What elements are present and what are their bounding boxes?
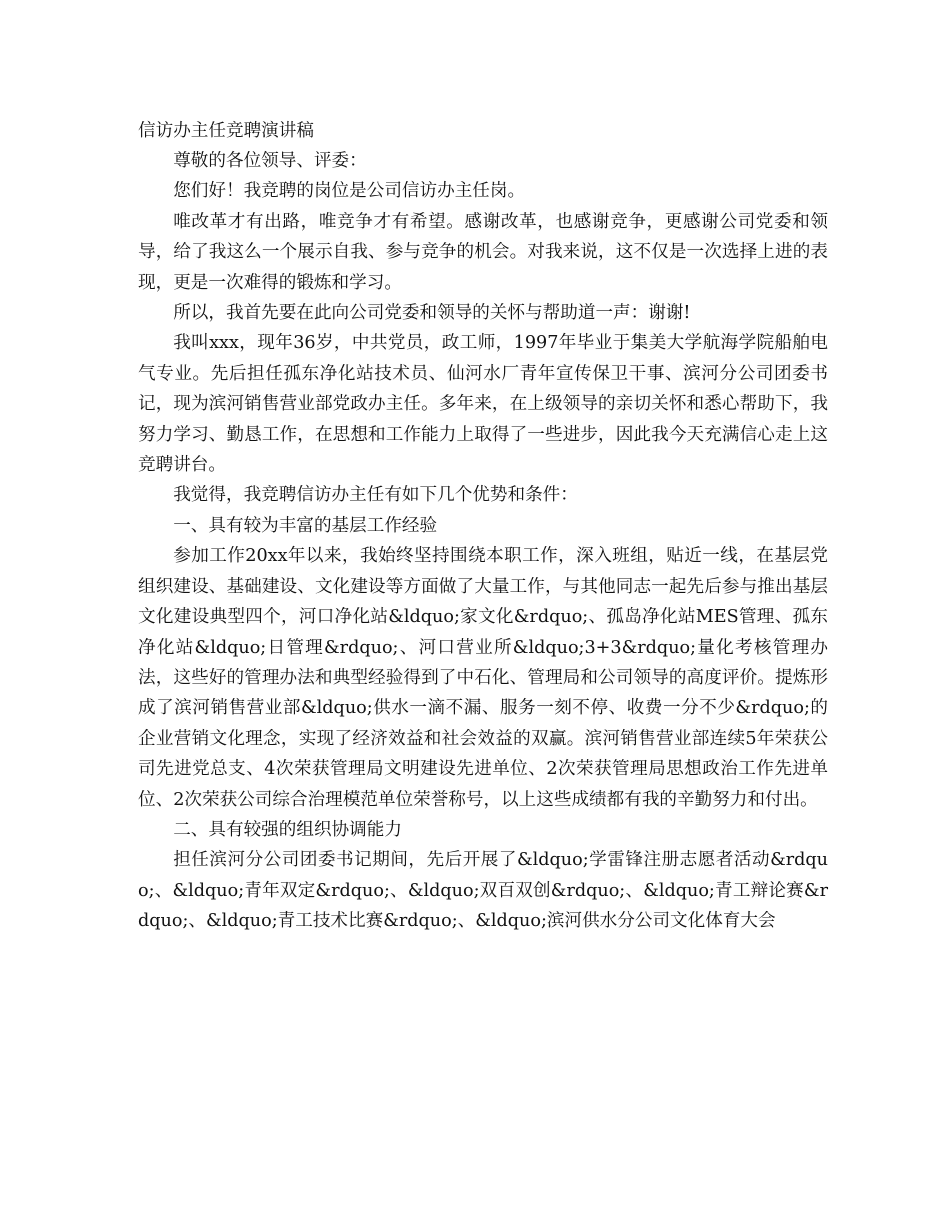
paragraph-introduction: 我叫xxx，现年36岁，中共党员，政工师，1997年毕业于集美大学航海学院船舶电气专业。先后担任孤东净化站技术员、仙河水厂青年宣传保卫干事、滨河分公司团委书记，现为滨河销售营业部党政办主任。多年来，在上级领导的亲切关怀和悉心帮助下，我努力学习、勤恳工作，在思想和工作能力上取得了一些进步，因此我今天充满信心走上这竞聘讲台。 <box>138 333 828 476</box>
section-heading-coordination: 二、具有较强的组织协调能力 <box>173 819 402 840</box>
document-title: 信访办主任竞聘演讲稿 <box>138 121 314 141</box>
paragraph-experience: 参加工作20xx年以来，我始终坚持围绕本职工作，深入班组，贴近一线，在基层党组织建设、基础建设、文化建设等方面做了大量工作，与其他同志一起先后参与推出基层文化建设典型四个，河口净化站&ldquo;家文化&rdquo;、孤岛净化站MES管理、孤东净化站&ldquo;日管理&rdquo;、河口营业所&ldquo;3+3&rdquo;量化考核管理办法，这些好的管理办法和典型经验得到了中石化、管理局和公司领导的高度评价。提炼形成了滨河销售营业部&ldquo;供水一滴不漏、服务一刻不停、收费一分不少&rdquo;的企业营销文化理念，实现了经济效益和社会效益的双赢。滨河销售营业部连续5年荣获公司先进党总支、4次荣获管理局文明建设先进单位、2次荣获管理局思想政治工作先进单位、2次荣获公司综合治理模范单位荣誉称号，以上这些成绩都有我的辛勤努力和付出。 <box>138 546 828 810</box>
paragraph-greeting: 您们好！我竞聘的岗位是公司信访办主任岗。 <box>173 181 526 202</box>
paragraph-salutation: 尊敬的各位领导、评委： <box>173 151 367 171</box>
paragraph-gratitude: 唯改革才有出路，唯竞争才有希望。感谢改革，也感谢竞争，更感谢公司党委和领导，给了我这么一个展示自我、参与竞争的机会。对我来说，这不仅是一次选择上进的表现，更是一次难得的锻炼和学习。 <box>138 211 828 293</box>
section-heading-experience: 一、具有较为丰富的基层工作经验 <box>173 515 438 536</box>
document-page <box>138 116 828 937</box>
paragraph-coordination: 担任滨河分公司团委书记期间，先后开展了&ldquo;学雷锋注册志愿者活动&rdquo;、&ldquo;青年双定&rdquo;、&ldquo;双百双创&rdquo;、&ldquo;青工辩论赛&rdquo;、&ldquo;青工技术比赛&rdquo;、&ldquo;滨河供水分公司文化体育大会 <box>138 850 828 932</box>
paragraph-thanks: 所以，我首先要在此向公司党委和领导的关怀与帮助道一声：谢谢! <box>173 303 691 324</box>
paragraph-advantages-intro: 我觉得，我竞聘信访办主任有如下几个优势和条件： <box>173 485 578 506</box>
